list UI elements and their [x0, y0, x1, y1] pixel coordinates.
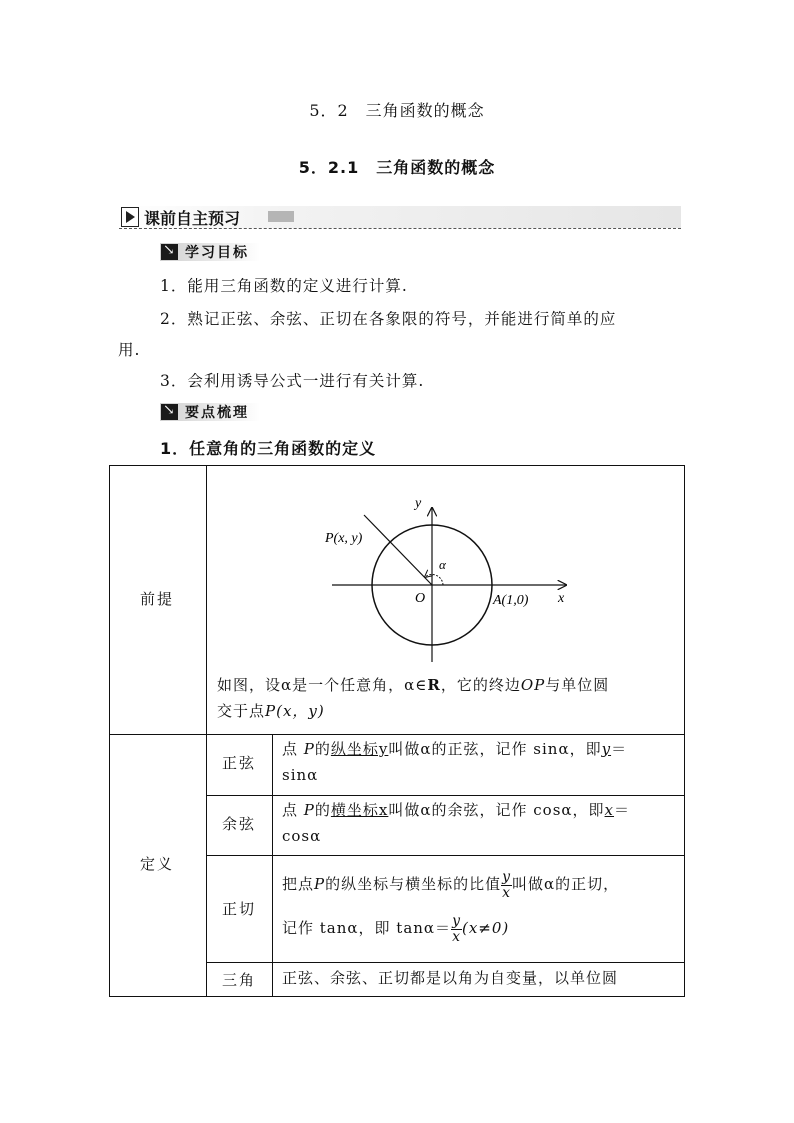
banner-title: 课前自主预习 — [144, 209, 241, 228]
unit-circle-figure — [308, 490, 598, 670]
tangent-definition: 把点P的纵坐标与横坐标的比值 $\frac{y}{x}$ 叫做α的正切， 记作 tanα，即 tanα＝ $\frac{y}{x}$ (x≠0) — [282, 868, 620, 945]
cosine-definition: 点 P的横坐标x叫做α的余弦，记作 cosα，即x＝ cosα — [282, 801, 631, 845]
cosine-label: 余弦 — [222, 815, 257, 833]
section-title: 5．2.1 三角函数的概念 — [298, 158, 496, 177]
y-axis-label: y — [415, 496, 422, 511]
play-arrow-icon — [121, 207, 139, 227]
definition-table — [109, 465, 685, 997]
definition-label: 定义 — [140, 855, 175, 873]
points-heading-text: 要点梳理 — [185, 405, 249, 421]
points-heading — [160, 401, 270, 423]
fraction-y-over-x: $\frac{y}{x}$ — [452, 912, 461, 945]
goals-heading — [160, 241, 270, 263]
sine-definition: 点 P的纵坐标y叫做α的正弦，记作 sinα，即y＝ sinα — [282, 740, 628, 784]
premise-text: 如图，设α是一个任意角，α∈R，它的终边OP与单位圆 交于点P(x，y) — [217, 676, 610, 720]
x-axis-label: x — [558, 591, 565, 606]
goal-item-1: 1．能用三角函数的定义进行计算. — [160, 277, 408, 295]
premise-label: 前提 — [140, 590, 175, 608]
chapter-title: 5．2 三角函数的概念 — [309, 101, 485, 120]
angle-label: α — [439, 557, 446, 572]
preview-banner — [119, 206, 681, 229]
goal-item-2: 2．熟记正弦、余弦、正切在各象限的符号，并能进行简单的应 — [160, 310, 617, 328]
arrow-down-right-icon — [161, 404, 178, 420]
point-a-label: A(1,0) — [493, 593, 529, 608]
trig-label: 三角 — [222, 971, 257, 989]
goal-item-2-cont: 用. — [118, 341, 141, 359]
trig-definition: 正弦、余弦、正切都是以角为自变量，以单位圆 — [282, 969, 619, 987]
goal-item-3: 3．会利用诱导公式一进行有关计算. — [160, 372, 425, 390]
fraction-y-over-x: $\frac{y}{x}$ — [502, 868, 512, 901]
origin-label: O — [415, 591, 426, 606]
arrow-down-right-icon — [161, 244, 178, 260]
point-p-label: P(x, y) — [325, 531, 363, 546]
banner-bar-decoration — [268, 211, 294, 222]
points-item-1: 1．任意角的三角函数的定义 — [160, 439, 377, 458]
tangent-label: 正切 — [222, 900, 257, 918]
goals-heading-text: 学习目标 — [185, 245, 249, 261]
sine-label: 正弦 — [222, 754, 257, 772]
